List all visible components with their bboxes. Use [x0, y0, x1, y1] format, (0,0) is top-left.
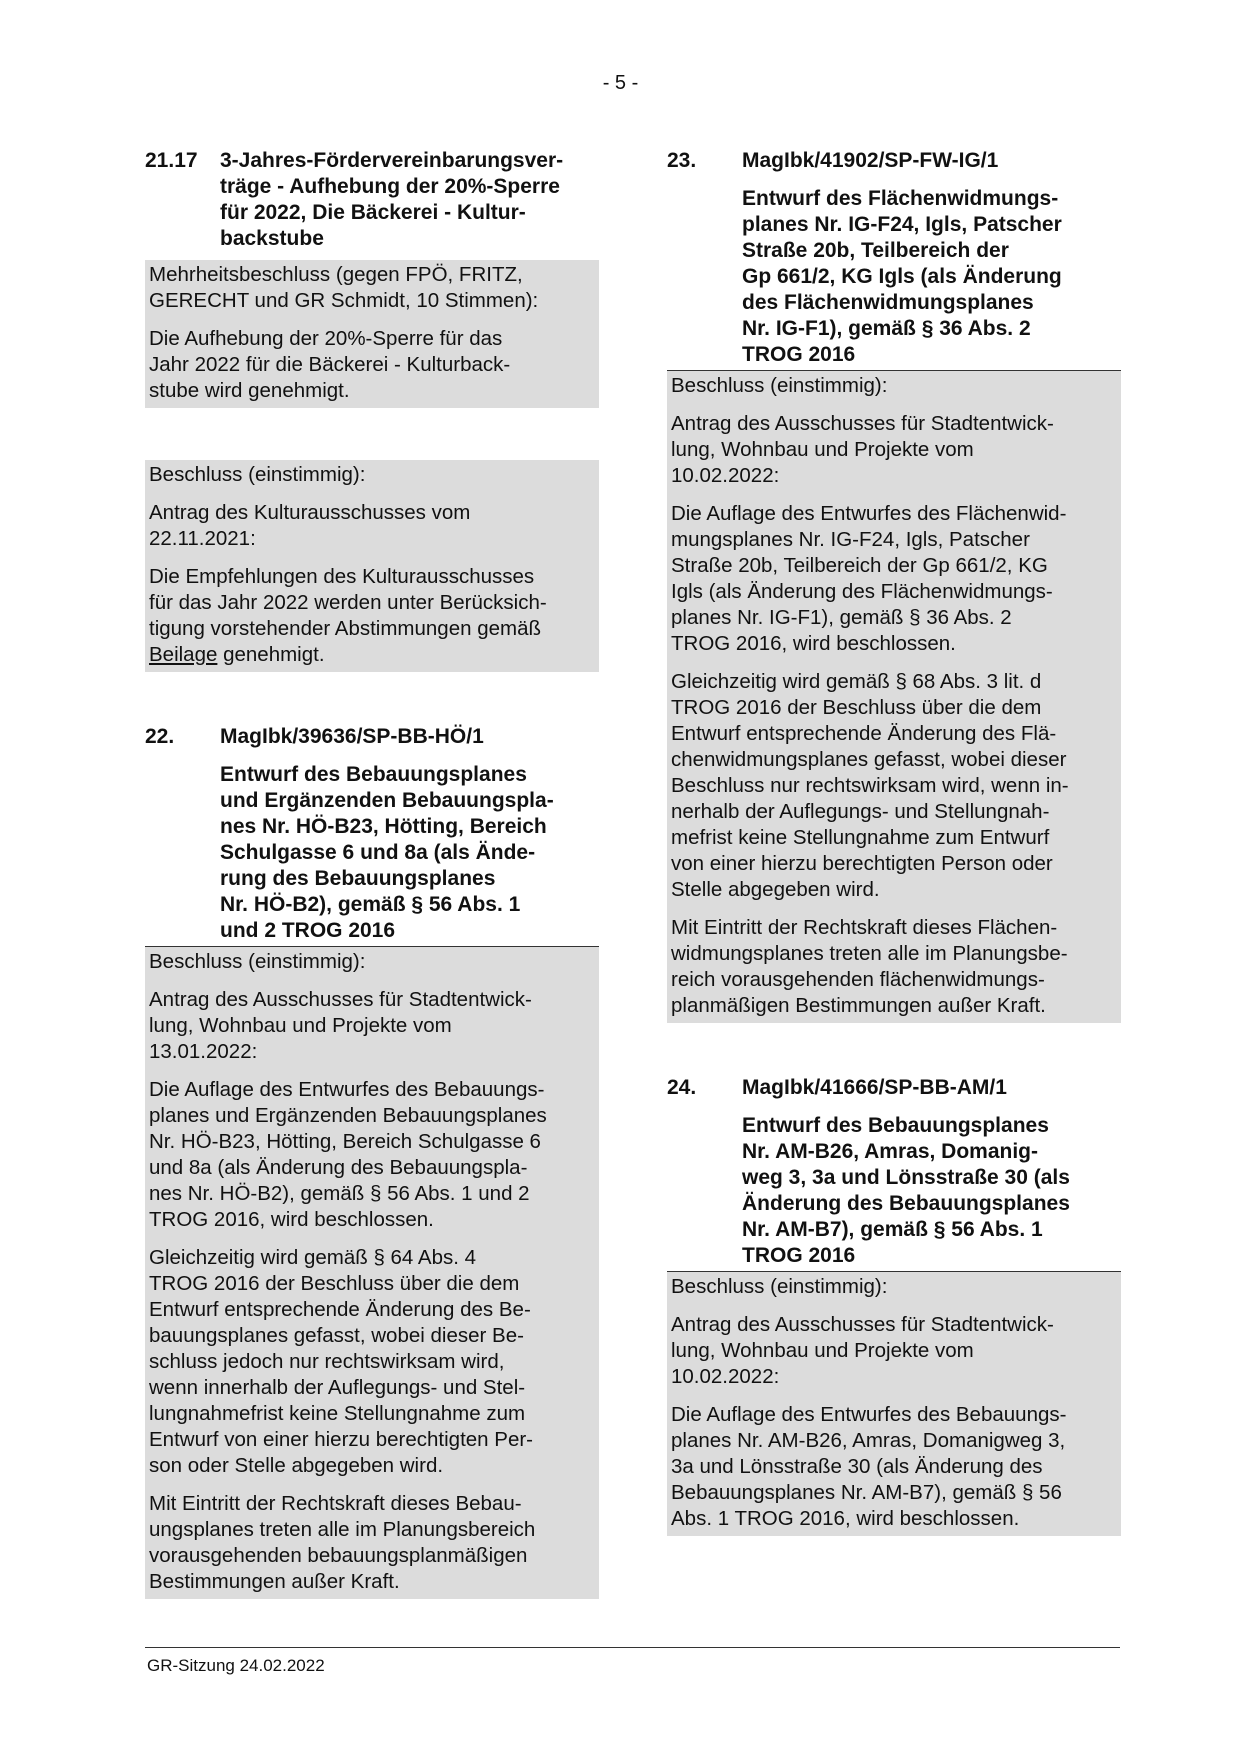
paragraph-1: Die Auflage des Entwurfes des Bebauungs- planes und Ergänzenden Bebauungsplanes Nr. HÖ-B23, Hötting, Bereich Schulgasse 6 und 8a (als Änderung des Bebauungspla- nes Nr. HÖ-B2), gemäß § 56 Abs. 1 und 2 TROG 2016, wird beschlossen. [149, 1078, 547, 1231]
item-title: Entwurf des Flächenwidmungs- planes Nr. IG-F24, Igls, Patscher Straße 20b, Teilbereich der Gp 661/2, KG Igls (als Änderung des Flächenwidmungsplanes Nr. IG-F1), gemäß § 36 Abs. 2 TROG 2016 [667, 186, 1121, 371]
paragraph-3: Mit Eintritt der Rechtskraft dieses Flächen- widmungsplanes treten alle im Planungsbe- reich vorausgehenden flächenwidmungs- planmäßigen Bestimmungen außer Kraft. [671, 916, 1068, 1017]
item-24-heading [667, 1075, 1121, 1101]
item-21-17-heading [145, 148, 599, 252]
item-23 [667, 148, 1121, 1023]
footer-divider [145, 1647, 1120, 1648]
item-23-heading [667, 148, 1121, 174]
motion-text: Antrag des Ausschusses für Stadtentwick- lung, Wohnbau und Projekte vom 10.02.2022: [671, 412, 1054, 487]
footer: GR-Sitzung 24.02.2022 [147, 1656, 325, 1675]
item-number: 22. [145, 725, 175, 748]
beilage-link[interactable]: Beilage [149, 643, 218, 666]
decision-box [667, 371, 1121, 1023]
paragraph-1: Die Auflage des Entwurfes des Flächenwid- mungsplanes Nr. IG-F24, Igls, Patscher Straße 20b, Teilbereich der Gp 661/2, KG Igls (als Änderung des Flächenwidmungs- planes Nr. IG-F1), gemäß § 36 Abs. 2 TROG 2016, wird beschlossen. [671, 502, 1067, 655]
item-22 [145, 724, 599, 1599]
decision-label: Beschluss (einstimmig): [149, 950, 366, 973]
decision-box [667, 1272, 1121, 1536]
item-number: 23. [667, 149, 697, 172]
page-number: - 5 - [602, 72, 639, 94]
decision-label: Beschluss (einstimmig): [149, 463, 366, 486]
motion-text: Antrag des Ausschusses für Stadtentwick- lung, Wohnbau und Projekte vom 13.01.2022: [149, 988, 532, 1063]
item-code: MagIbk/41666/SP-BB-AM/1 [742, 1076, 1007, 1099]
item-number: 21.17 [145, 149, 198, 172]
decision-label: Mehrheitsbeschluss (gegen FPÖ, FRITZ, GERECHT und GR Schmidt, 10 Stimmen): [149, 263, 539, 312]
motion-text: Antrag des Kulturausschusses vom 22.11.2021: [149, 501, 471, 550]
decision-text: Die Empfehlungen des Kulturausschusses für das Jahr 2022 werden unter Berücksich- tigung vorstehender Abstimmungen gemäß Beilage genehmigt. [149, 565, 547, 666]
decision-box [145, 947, 599, 1599]
motion-text: Antrag des Ausschusses für Stadtentwick- lung, Wohnbau und Projekte vom 10.02.2022: [671, 1313, 1054, 1388]
item-24 [667, 1075, 1121, 1536]
item-code: MagIbk/41902/SP-FW-IG/1 [742, 149, 999, 172]
paragraph-2: Gleichzeitig wird gemäß § 68 Abs. 3 lit. d TROG 2016 der Beschluss über die dem Entwurf entsprechende Änderung des Flä- chenwidmungsplanes gefasst, wobei dieser Beschluss nur rechtswirksam wird, wenn in- nerhalb der Auflegungs- und Stellungnah- mefrist keine Stellungnahme zum Entwurf von einer hierzu berechtigten Person oder Stelle abgegeben wird. [671, 670, 1069, 901]
decision-text: Die Aufhebung der 20%-Sperre für das Jahr 2022 für die Bäckerei - Kulturback- stube wird genehmigt. [149, 327, 511, 402]
decision-box [145, 260, 599, 408]
decision-label: Beschluss (einstimmig): [671, 1275, 888, 1298]
kultur-decision-box [145, 460, 599, 672]
item-title: Entwurf des Bebauungsplanes und Ergänzenden Bebauungspla- nes Nr. HÖ-B23, Hötting, Bereich Schulgasse 6 und 8a (als Ände- rung des Bebauungsplanes Nr. HÖ-B2), gemäß § 56 Abs. 1 und 2 TROG 2016 [145, 762, 599, 947]
paragraph-1: Die Auflage des Entwurfes des Bebauungs- planes Nr. AM-B26, Amras, Domanigweg 3, 3a und Lönsstraße 30 (als Änderung des Bebauungsplanes Nr. AM-B7), gemäß § 56 Abs. 1 TROG 2016, wird beschlossen. [671, 1403, 1067, 1530]
item-21-17 [145, 148, 599, 408]
item-code: MagIbk/39636/SP-BB-HÖ/1 [220, 725, 484, 748]
item-22-heading [145, 724, 599, 750]
item-number: 24. [667, 1076, 697, 1099]
left-column [145, 148, 599, 1599]
item-title: Entwurf des Bebauungsplanes Nr. AM-B26, Amras, Domanig- weg 3, 3a und Lönsstraße 30 (als Änderung des Bebauungsplanes Nr. AM-B7), gemäß § 56 Abs. 1 TROG 2016 [667, 1113, 1121, 1272]
decision-label: Beschluss (einstimmig): [671, 374, 888, 397]
item-title: 3-Jahres-Fördervereinbarungsver- träge - Aufhebung der 20%-Sperre für 2022, Die Bäckerei - Kultur- backstube [220, 149, 564, 250]
right-column [667, 148, 1121, 1536]
paragraph-3: Mit Eintritt der Rechtskraft dieses Bebau- ungsplanes treten alle im Planungsbereich vorausgehenden bebauungsplanmäßigen Bestimmungen außer Kraft. [149, 1492, 536, 1593]
paragraph-2: Gleichzeitig wird gemäß § 64 Abs. 4 TROG 2016 der Beschluss über die dem Entwurf entsprechende Änderung des Be- bauungsplanes gefasst, wobei dieser Be- schluss jedoch nur rechtswirksam wird, wenn innerhalb der Auflegungs- und Stel- lungnahmefrist keine Stellungnahme zum Entwurf von einer hierzu berechtigten Per- son oder Stelle abgegeben wird. [149, 1246, 534, 1477]
